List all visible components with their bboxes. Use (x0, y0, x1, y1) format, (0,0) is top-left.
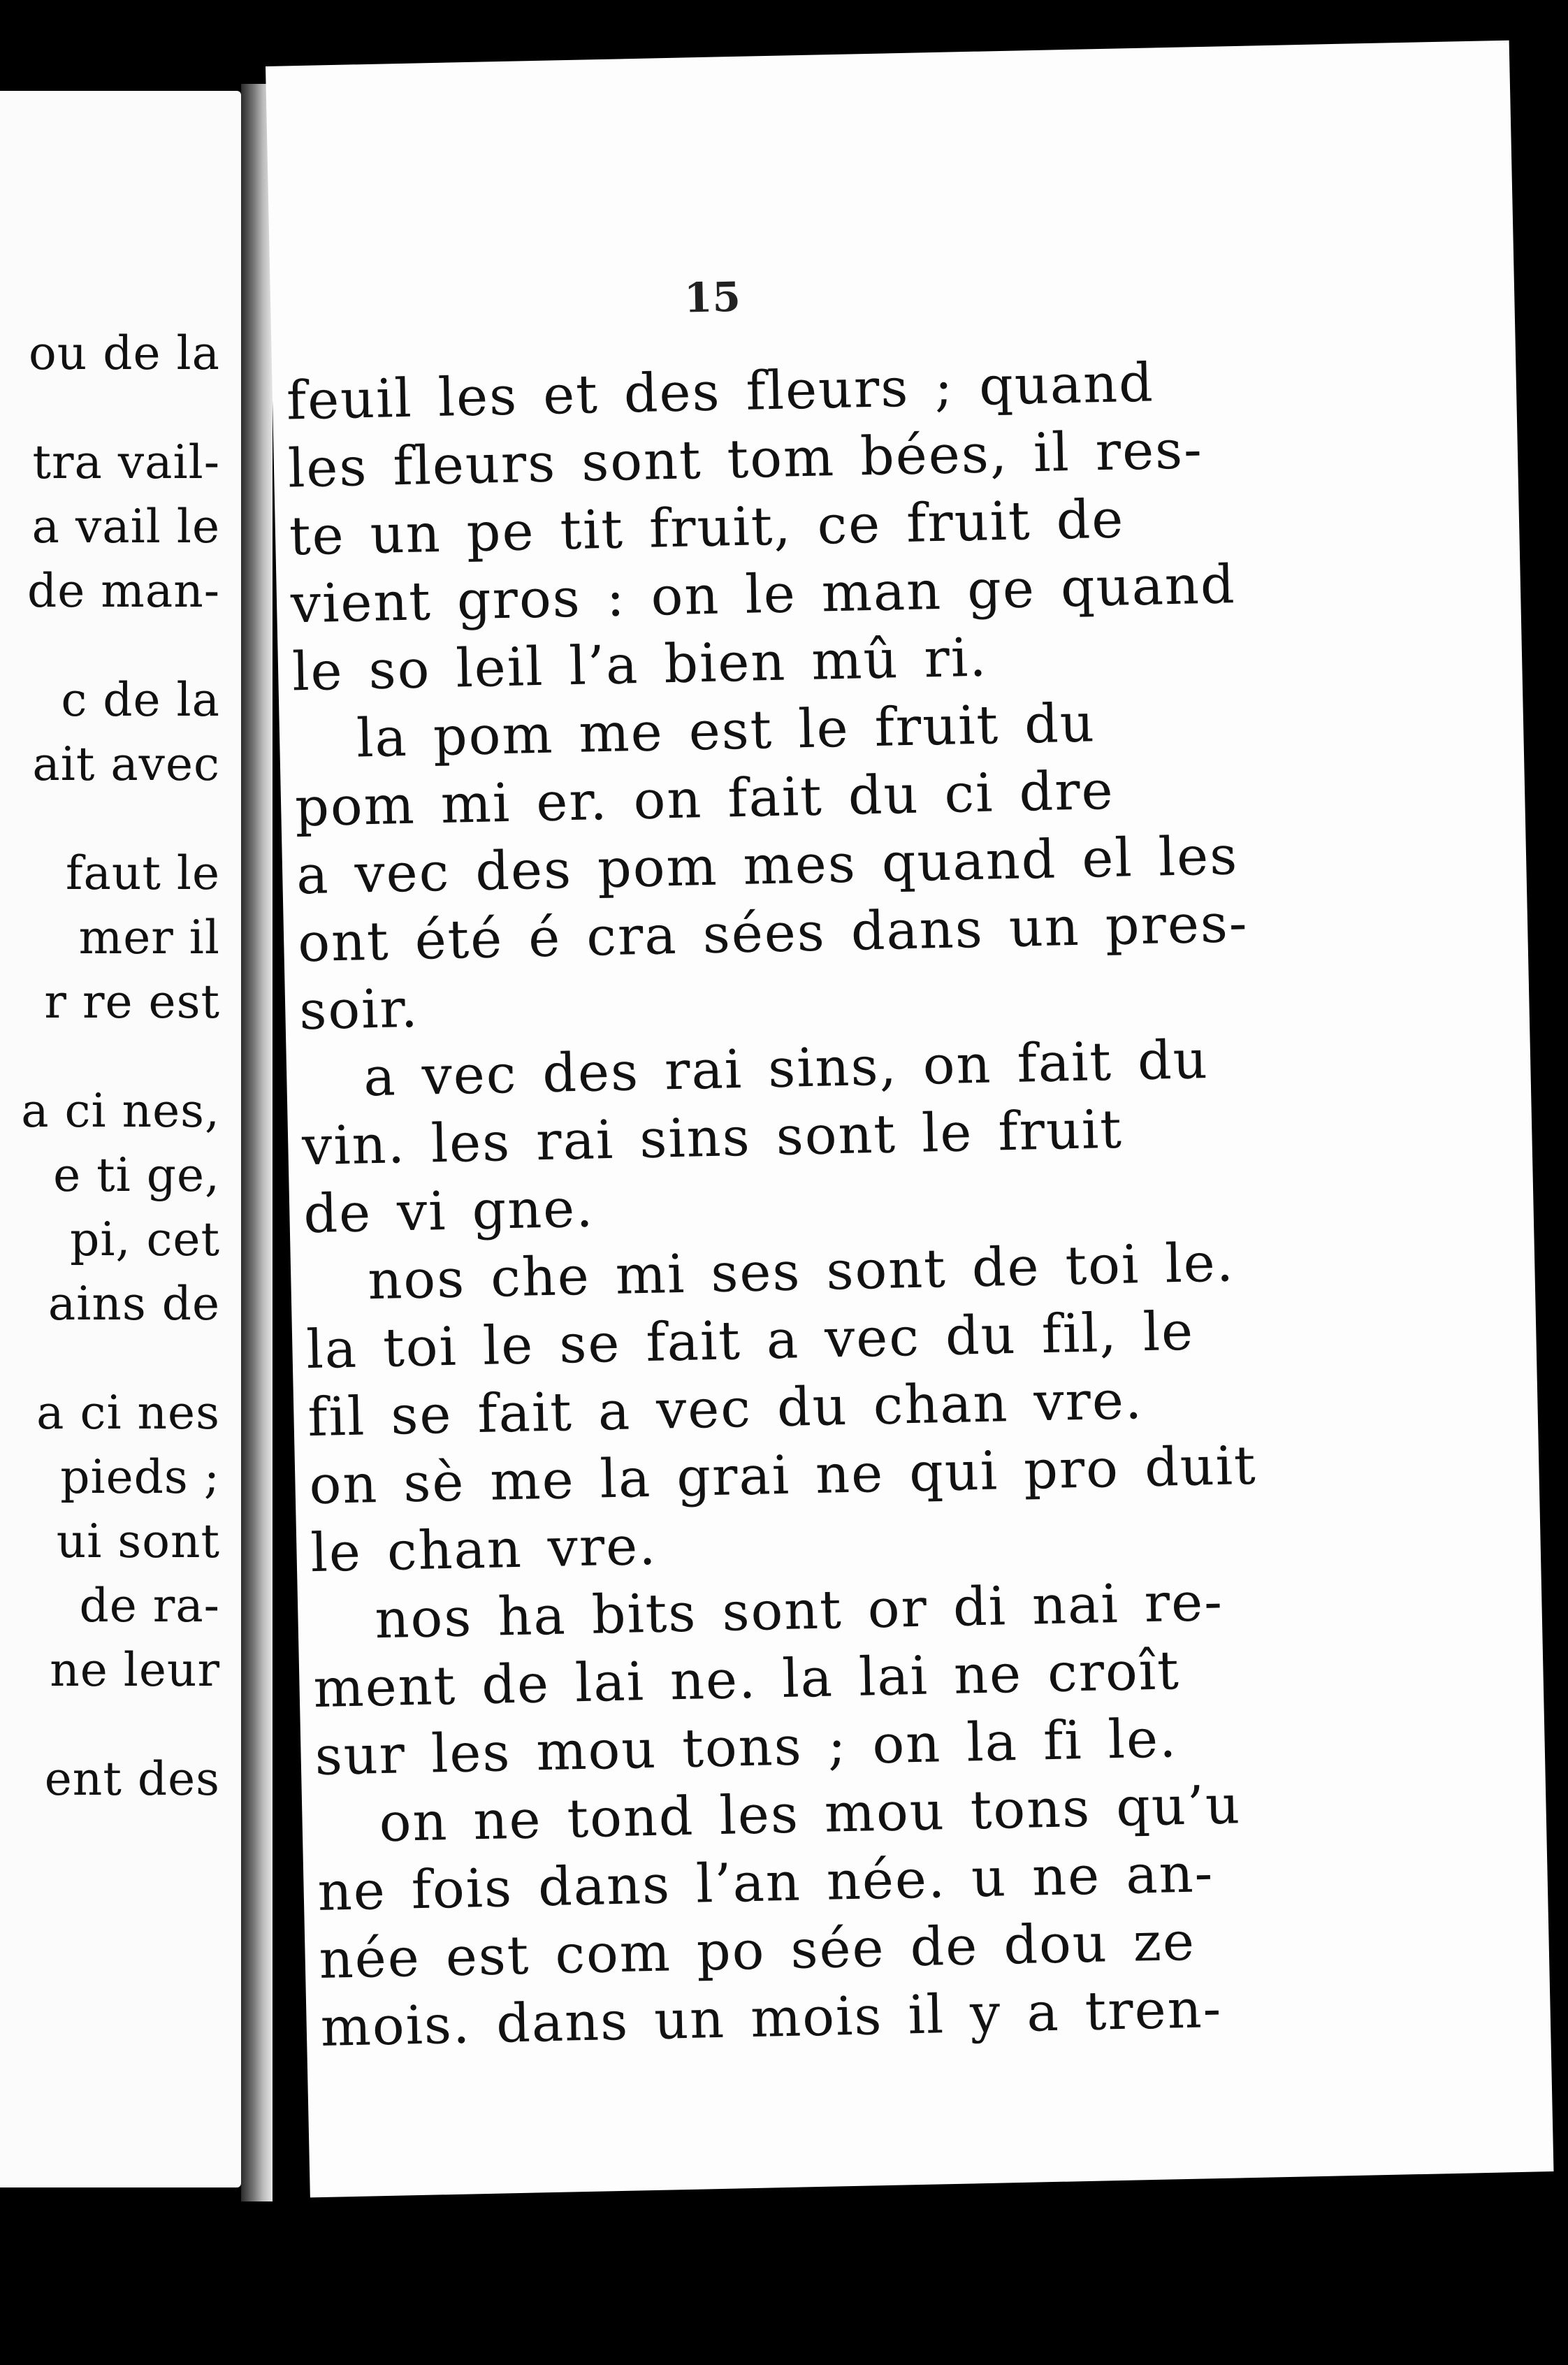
left-line: de man- (27, 564, 220, 618)
text-line: te un pe tit fruit, ce fruit de (289, 487, 1126, 567)
text-line: née est com po sée de dou ze (318, 1909, 1196, 1990)
text-line: fil se fait a vec du chan vre. (307, 1368, 1144, 1449)
page-number: 15 (683, 273, 741, 322)
left-line: ains de (48, 1277, 220, 1331)
left-line: c de la (61, 673, 220, 727)
left-line: a ci nes (36, 1386, 220, 1440)
book-gutter (241, 84, 273, 2201)
left-line: ui sont (56, 1514, 220, 1568)
text-line: les fleurs sont tom bées, il res- (287, 418, 1204, 500)
text-line: le chan vre. (310, 1514, 658, 1584)
text-line: soir. (298, 976, 420, 1042)
text-line: mois. dans un mois il y a tren- (319, 1976, 1224, 2058)
text-line: la toi le se fait a vec du fil, le (305, 1299, 1195, 1381)
text-line: a vec des pom mes quand el les (296, 824, 1239, 906)
left-line: de ra- (79, 1579, 220, 1633)
left-line: r re est (44, 975, 220, 1029)
left-line: pieds ; (60, 1450, 220, 1504)
left-line: faut le (66, 846, 220, 900)
left-line: a vail le (31, 500, 220, 554)
left-line: e ti ge, (53, 1148, 220, 1202)
right-page (266, 41, 1553, 2198)
text-line: ment de lai ne. la lai ne croît (312, 1639, 1181, 1720)
text-line: feuil les et des fleurs ; quand (286, 351, 1155, 432)
left-line: ne leur (50, 1643, 220, 1697)
left-line: mer il (78, 911, 220, 964)
text-line: ont été é cra sées dans un pres- (297, 891, 1249, 974)
text-line: nos che mi ses sont de toi le. (367, 1231, 1235, 1312)
left-page-text (0, 321, 220, 1811)
left-line: ou de la (29, 326, 220, 380)
left-line: pi, cet (70, 1213, 220, 1266)
text-line: sur les mou tons ; on la fi le. (314, 1707, 1178, 1788)
text-line: pom mi er. on fait du ci dre (294, 758, 1115, 839)
text-line: ne fois dans l’an née. u ne an- (317, 1842, 1215, 1923)
left-line: ent des (44, 1752, 220, 1806)
text-line: on sè me la grai ne qui pro duit (308, 1433, 1258, 1517)
left-line: a ci nes, (21, 1084, 220, 1138)
text-line: a vec des rai sins, on fait du (363, 1028, 1210, 1108)
text-line: vient gros : on le man ge quand (290, 553, 1237, 635)
text-line: de vi gne. (303, 1176, 595, 1245)
left-page-fragment (0, 91, 241, 2187)
left-line: ait avec (32, 737, 220, 791)
text-line: on ne tond les mou tons qu’u (378, 1773, 1242, 1854)
text-line: nos ha bits sont or di nai re- (374, 1570, 1224, 1651)
text-line: la pom me est le fruit du (356, 691, 1096, 769)
text-line: le so leil l’a bien mû ri. (291, 625, 989, 703)
page-body-text (286, 347, 1258, 2061)
text-line: vin. les rai sins sont le fruit (301, 1097, 1124, 1178)
left-line: tra vail- (32, 435, 220, 489)
